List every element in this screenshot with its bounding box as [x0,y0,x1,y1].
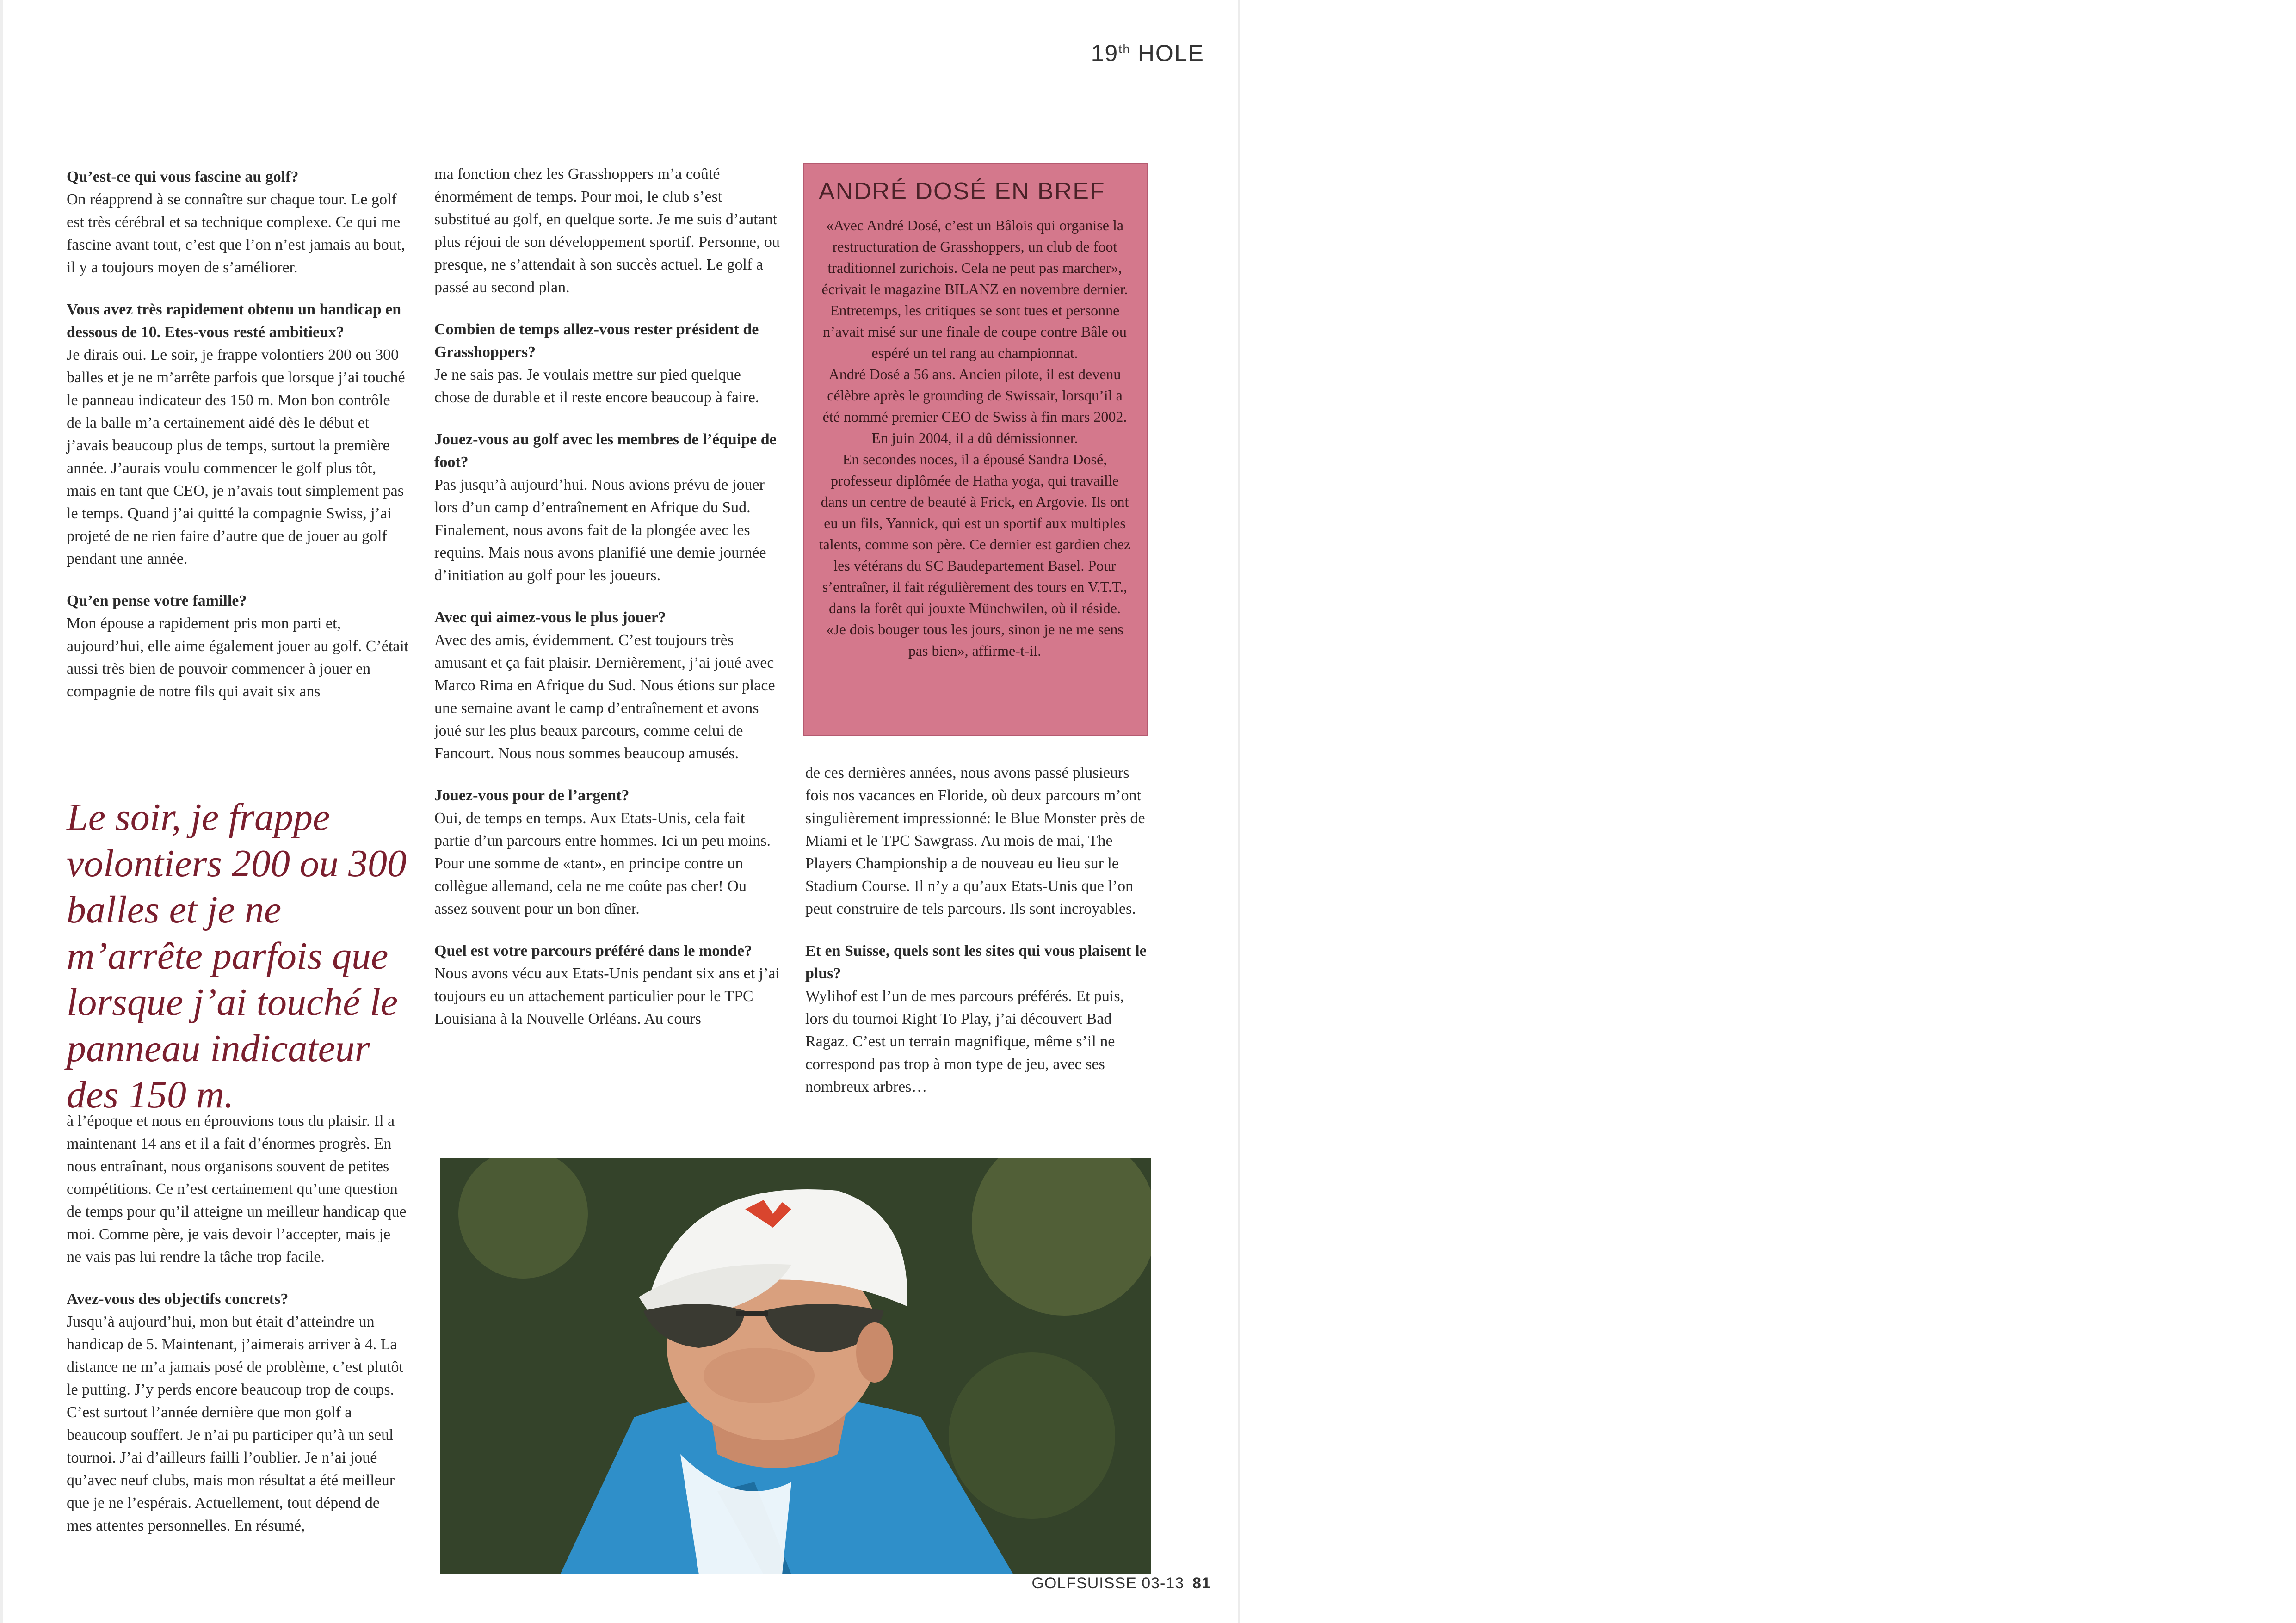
portrait-photo [440,1158,1151,1574]
qa-item [67,298,409,570]
question: Jouez-vous au golf avec les membres de l’équipe de foot? [434,431,777,471]
section-sup: th [1118,42,1130,56]
column-2 [434,163,780,1050]
qa-item [434,428,780,587]
question: Avez-vous des objectifs concrets? [67,1291,289,1308]
sidebar-paragraph: En secondes noces, il a épousé Sandra Dosé, professeur diplômée de Hatha yoga, qui travaille dans un centre de beauté à Frick, en Argovie. Ils ont eu un fils, Yannick, qui est un sportif aux multiples talents, comme son père. Ce dernier est gardien chez les vétérans du SC Baudepartement Basel. Pour s’entraîner, il fait régulièrement des tours en V.T.T., dans la forêt qui jouxte Münchwilen, où il réside. «Je dois bouger tous les jours, sinon je ne me sens pas bien», affirme-t-il. [819,451,1131,659]
question: Vous avez très rapidement obtenu un handicap en dessous de 10. Etes-vous resté ambitieux? [67,301,401,341]
qa-item [434,784,780,920]
sidebar-body [819,215,1131,661]
magazine-name: GOLFSUISSE 03-13 [1031,1574,1185,1592]
page-number: 81 [1192,1574,1211,1592]
qa-item [434,940,780,1030]
answer: Pas jusqu’à aujourd’hui. Nous avions prévu de jouer lors d’un camp d’entraînement en Afrique du Sud. Finalement, nous avons fait de la plongée avec les requins. Mais nous avons planifié une demie journée d’initiation au golf pour les joueurs. [434,476,766,584]
question: Avec qui aimez-vous le plus jouer? [434,609,666,626]
portrait-illustration [440,1158,1151,1574]
section-tag [1091,40,1204,67]
question: Quel est votre parcours préféré dans le monde? [434,942,753,959]
answer: Je ne sais pas. Je voulais mettre sur pied quelque chose de durable et il reste encore beaucoup à faire. [434,366,759,406]
pull-quote: Le soir, je frappe volontiers 200 ou 300 balles et je ne m’arrête parfois que lorsque j’ai touché le panneau indicateur des 150 m. [67,796,407,1116]
qa-item [67,166,409,279]
qa-item [67,1288,409,1537]
qa-item [67,590,409,703]
question: Et en Suisse, quels sont les sites qui vous plaisent le plus? [805,942,1147,982]
question: Qu’en pense votre famille? [67,592,247,609]
answer: Je dirais oui. Le soir, je frappe volontiers 200 ou 300 balles et je ne m’arrête parfois que lorsque j’ai touché le panneau indicateur des 150 m. Mon bon contrôle de la balle m’a certainement aidé dès le début et j’avais beaucoup plus de temps, surtout la première année. J’aurais voulu commencer le golf plus tôt, mais en tant que CEO, je n’avais tout simplement pas le temps. Quand j’ai quitté la compagnie Swiss, j’ai projeté de ne rien faire d’autre que de jouer au golf pendant une année. [67,346,405,567]
answer: On réapprend à se connaître sur chaque tour. Le golf est très cérébral et sa technique complexe. Ce qui me fascine avant tout, c’est que l’on n’est jamais au bout, il y a toujours moyen de s’améliorer. [67,191,405,276]
answer: Nous avons vécu aux Etats-Unis pendant six ans et j’ai toujours eu un attachement particulier pour le TPC Louisiana à la Nouvelle Orléans. Au cours [434,965,780,1027]
continuation-text: à l’époque et nous en éprouvions tous du plaisir. Il a maintenant 14 ans et il a fait d’énormes progrès. En nous entraînant, nous organisons souvent de petites compétitions. Ce n’est certainement qu’une question de temps pour qu’il atteigne un meilleur handicap que moi. Comme père, je vais devoir l’accepter, mais je ne vais pas lui rendre la tâche trop facile. [67,1113,407,1266]
answer: Mon épouse a rapidement pris mon parti et, aujourd’hui, elle aime également jouer au golf. C’était aussi très bien de pouvoir commencer à jouer en compagnie de notre fils qui avait six ans [67,615,409,700]
qa-item [805,940,1148,1098]
section-number: 19 [1091,40,1119,66]
column-1-top [67,166,409,722]
page-footer [1031,1574,1211,1592]
continuation-text: ma fonction chez les Grasshoppers m’a coûté énormément de temps. Pour moi, le club s’est substitué au golf, en quelque sorte. Je me suis d’autant plus réjoui de son développement sportif. Personne, ou presque, ne s’attendait à son succès actuel. Le golf a passé au second plan. [434,166,780,296]
question: Combien de temps allez-vous rester président de Grasshoppers? [434,321,759,361]
sidebar-title: ANDRÉ DOSÉ EN BREF [819,178,1105,205]
column-1-bottom [67,1110,409,1556]
section-name: HOLE [1137,40,1204,66]
column-3 [805,762,1148,1118]
answer: Wylihof est l’un de mes parcours préférés. Et puis, lors du tournoi Right To Play, j’ai découvert Bad Ragaz. C’est un terrain magnifique, même s’il ne correspond pas trop à mon type de jeu, avec ses nombreux arbres… [805,988,1124,1095]
qa-item [434,318,780,409]
question: Qu’est-ce qui vous fascine au golf? [67,168,299,185]
answer: Jusqu’à aujourd’hui, mon but était d’atteindre un handicap de 5. Maintenant, j’aimerais arriver à 4. La distance ne m’a jamais posé de problème, c’est plutôt le putting. J’y perds encore beaucoup trop de coups. C’est surtout l’année dernière que mon golf a beaucoup souffert. Je n’ai pu participer qu’à un seul tournoi. J’ai d’ailleurs failli l’oublier. Je n’ai joué qu’avec neuf clubs, mais mon résultat a été meilleur que je ne l’espérais. Actuellement, tout dépend de mes attentes personnelles. En résumé, [67,1313,403,1534]
bio-sidebar [803,163,1148,736]
qa-item [434,606,780,765]
answer: Avec des amis, évidemment. C’est toujours très amusant et ça fait plaisir. Dernièrement, j’ai joué avec Marco Rima en Afrique du Sud. Nous étions sur place une semaine avant le camp d’entraînement et avons joué sur les plus beaux parcours, comme celui de Fancourt. Nous nous sommes beaucoup amusés. [434,632,775,762]
question: Jouez-vous pour de l’argent? [434,787,630,804]
continuation-text: de ces dernières années, nous avons passé plusieurs fois nos vacances en Floride, où deux parcours m’ont singulièrement impressionné: le Blue Monster près de Miami et le TPC Sawgrass. Au mois de mai, The Players Championship a de nouveau eu lieu sur le Stadium Course. Il n’y a qu’aux Etats-Unis que l’on peut construire de tels parcours. Ils sont incroyables. [805,764,1145,917]
answer: Oui, de temps en temps. Aux Etats-Unis, cela fait partie d’un parcours entre hommes. Ici un peu moins. Pour une somme de «tant», en principe contre un collègue allemand, cela ne me coûte pas cher! Ou assez souvent pour un bon dîner. [434,810,771,917]
sidebar-paragraph: André Dosé a 56 ans. Ancien pilote, il est devenu célèbre après le grounding de Swissair, lorsqu’il a été nommé premier CEO de Swiss à fin mars 2002. En juin 2004, il a dû démissionner. [822,366,1127,446]
sidebar-paragraph: «Avec André Dosé, c’est un Bâlois qui organise la restructuration de Grasshoppers, un club de foot traditionnel zurichois. Cela ne peut pas marcher», écrivait le magazine BILANZ en novembre dernier. Entretemps, les critiques se sont tues et personne n’avait misé sur une finale de coupe contre Bâle ou espéré un tel rang au championnat. [821,217,1128,361]
